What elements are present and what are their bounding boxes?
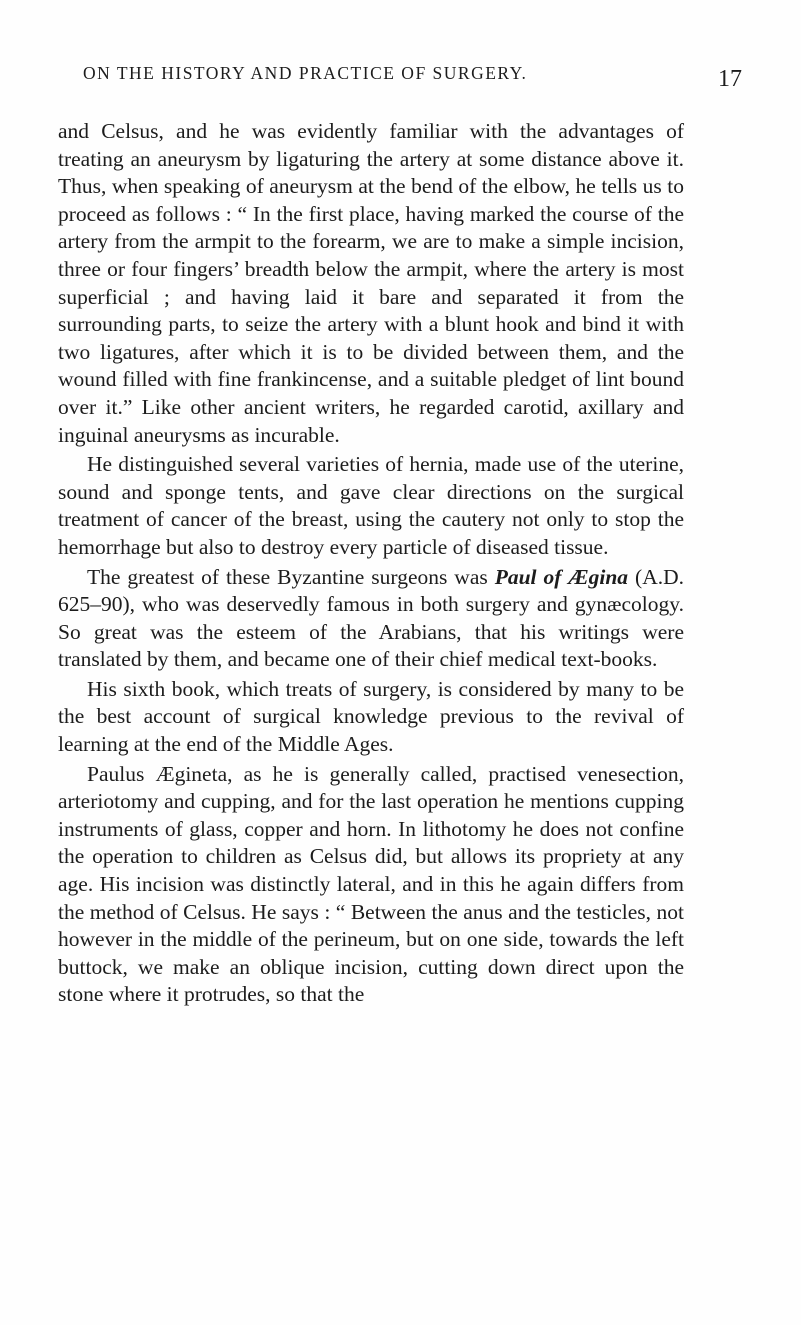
page-header [0, 54, 801, 94]
running-head: ON THE HISTORY AND PRACTICE OF SURGERY. [83, 63, 528, 83]
paul-intro-text: The greatest of these Byzantine surgeons was [87, 564, 495, 589]
paragraph-paul-of-aegina [58, 564, 684, 674]
paragraph-celsus-aneurysm: and Celsus, and he was evidently familiar with the advantages of treating an aneurysm by ligaturing the artery at some distance above it. Thus, when speaking of aneurysm at the bend of the elbow, he tells us to proceed as follows : “ In the first place, having marked the course of the artery from the armpit to the forearm, we are to make a simple incision, three or four fingers’ breadth below the armpit, where the artery is most superficial ; and having laid it bare and separated it from the surrounding parts, to seize the artery with a blunt hook and bind it with two ligatures, after which it is to be divided between them, and the wound filled with fine frankincense, and a suitable pledget of lint bound over it.” Like other ancient writers, he regarded carotid, axillary and inguinal aneurysms as incurable. [58, 119, 684, 447]
page-number: 17 [718, 66, 742, 92]
paragraph-paulus-aegineta: Paulus Ægineta, as he is generally called, practised venesection, arteriotomy and cupping, and for the last operation he mentions cupping instruments of glass, copper and horn. In lithotomy he does not confine the operation to children as Celsus did, but allows its propriety at any age. His incision was distinctly lateral, and in this he again differs from the method of Celsus. He says : “ Between the anus and the testicles, not however in the middle of the perineum, but on one side, towards the left buttock, we make an oblique incision, cutting down direct upon the stone where it protrudes, so that the [58, 761, 684, 1007]
paragraph-hernia: He distinguished several varieties of hernia, made use of the uterine, sound and sponge tents, and gave clear directions on the surgical treatment of cancer of the breast, using the cautery not only to stop the hemorrhage but also to destroy every particle of diseased tissue. [58, 452, 684, 559]
paul-of-aegina-name: Paul of Ægina [494, 564, 629, 589]
paragraph-sixth-book: His sixth book, which treats of surgery, is considered by many to be the best account of surgical knowledge previous to the revival of learning at the end of the Middle Ages. [58, 676, 684, 757]
era-abbreviation: A.D. [642, 564, 684, 589]
body-text [58, 118, 684, 1009]
paul-between-text: ( [628, 564, 643, 589]
paul-rest-text: 625–90), who was deservedly famous in both surgery and gynæcology. So great was the esteem of the Arabians, that his writings were translated by them, and became one of their chief medical text-books. [58, 592, 684, 672]
